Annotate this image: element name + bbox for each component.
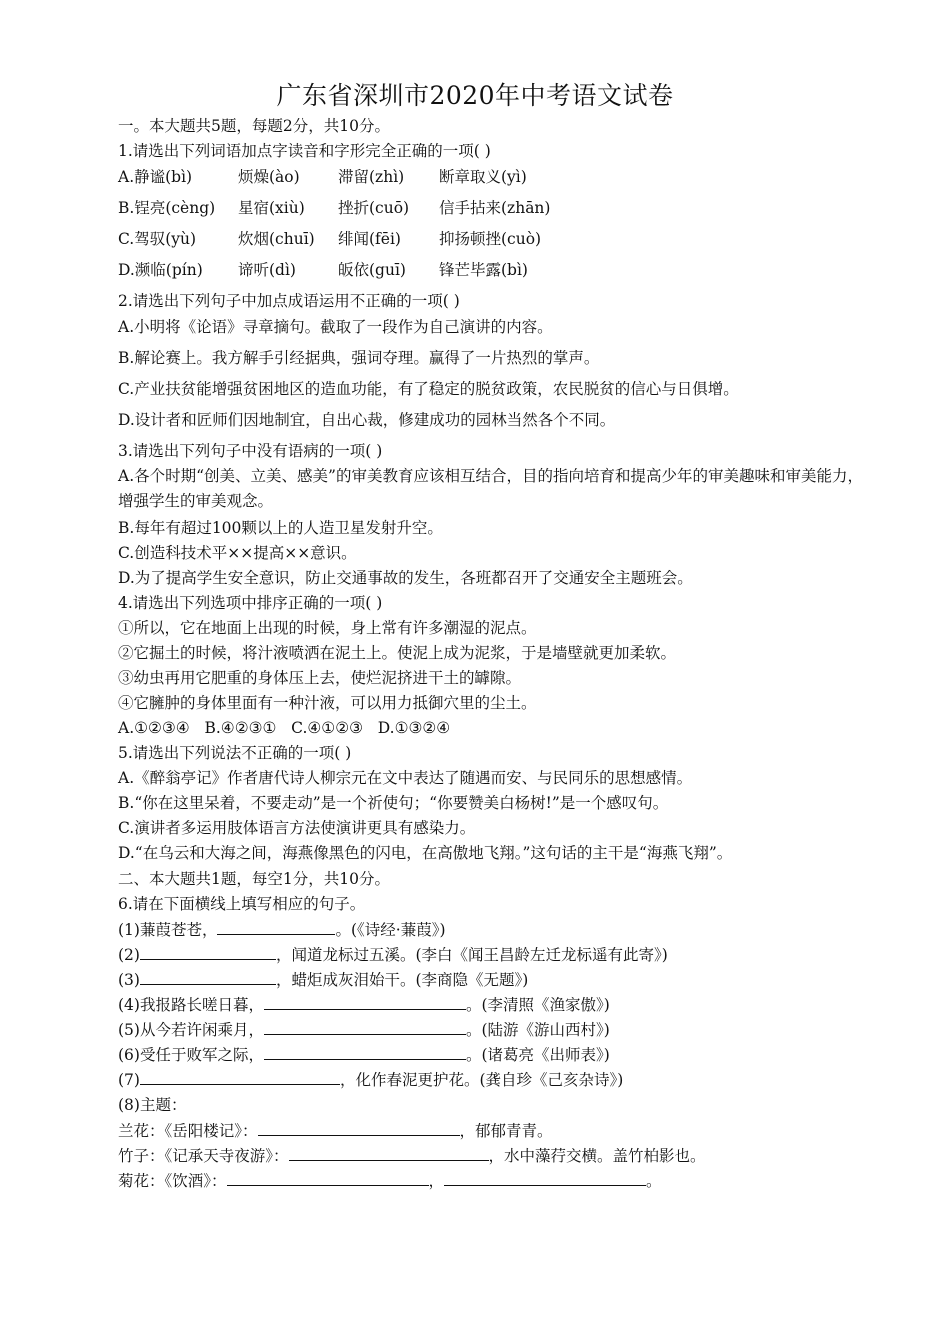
q2-option-b: B.解论赛上。我方解手引经据典，强词夺理。赢得了一片热烈的掌声。 (118, 349, 600, 367)
q6-l1-suffix: 。(《诗经·蒹葭》) (335, 921, 446, 939)
q1-b-2: 星宿(xiù) (238, 199, 305, 217)
q1-option-a (118, 167, 527, 187)
q2-option-a: A.小明将《论语》寻章摘句。截取了一段作为自己演讲的内容。 (118, 318, 553, 336)
q4-sentence-4: ④它臃肿的身体里面有一种汁液，可以用力抵御穴里的尘土。 (118, 694, 537, 712)
q6-line-11 (118, 1170, 662, 1191)
q2-option-c: C.产业扶贫能增强贫困地区的造血功能，有了稳定的脱贫政策，农民脱贫的信心与日俱增。 (118, 380, 739, 398)
q6-l6-prefix: (6)受任于败军之际， (118, 1046, 264, 1064)
q3-stem: 3.请选出下列句子中没有语病的一项( ) (118, 442, 383, 460)
q1-b-3: 挫折(cuō) (338, 199, 410, 217)
q6-l9-prefix: 兰花：《岳阳楼记》： (118, 1122, 258, 1140)
q4-sentence-1: ①所以，它在地面上出现的时候，身上常有许多潮湿的泥点。 (118, 619, 537, 637)
q1-d-4: 锋芒毕露(bì) (439, 261, 528, 279)
q6-blank-5[interactable] (264, 1019, 466, 1035)
q1-stem: 1.请选出下列词语加点字读音和字形完全正确的一项( ) (118, 142, 491, 160)
q6-l11-prefix: 菊花：《饮酒》： (118, 1172, 227, 1190)
q4-options: A.①②③④ B.④②③① C.④①②③ D.①③②④ (118, 719, 451, 737)
q6-l2-suffix: ，闻道龙标过五溪。(李白《闻王昌龄左迁龙标遥有此寄》) (275, 946, 668, 964)
q6-line-4 (118, 994, 610, 1015)
q1-c-3: 绯闻(fēi) (338, 230, 401, 248)
q1-option-b (118, 198, 550, 218)
q1-a-3: 滞留(zhì) (338, 168, 405, 186)
q1-c-2: 炊烟(chuī) (238, 230, 315, 248)
q6-l9-suffix: ，郁郁青青。 (459, 1122, 553, 1140)
q6-blank-3[interactable] (140, 969, 276, 985)
q2-stem: 2.请选出下列句子中加点成语运用不正确的一项( ) (118, 292, 460, 310)
q3-option-c: C.创造科技术平××提高××意识。 (118, 544, 357, 562)
q1-d-3: 皈依(guī) (338, 261, 406, 279)
q6-l5-prefix: (5)从今若许闲乘月， (118, 1021, 264, 1039)
q6-line-2 (118, 944, 668, 965)
q6-blank-7[interactable] (140, 1069, 340, 1085)
q1-a-1: A.静谧(bì) (118, 168, 193, 186)
q6-l11-period: 。 (646, 1172, 662, 1190)
q6-blank-1[interactable] (217, 919, 335, 935)
q6-line-9 (118, 1120, 553, 1141)
q6-l3-suffix: ，蜡炬成灰泪始干。(李商隐《无题》) (275, 971, 529, 989)
section-1-header: 一。本大题共5题，每题2分，共10分。 (118, 117, 390, 135)
q6-blank-4[interactable] (264, 994, 466, 1010)
q1-d-1: D.濒临(pín) (118, 261, 203, 279)
q6-l5-suffix: 。(陆游《游山西村》) (465, 1021, 610, 1039)
q6-stem: 6.请在下面横线上填写相应的句子。 (118, 895, 366, 913)
page-title: 广东省深圳市2020年中考语文试卷 (276, 81, 674, 110)
q6-blank-8[interactable] (258, 1120, 460, 1136)
q6-line-1 (118, 919, 446, 940)
q5-option-d: D.“在乌云和大海之间，海燕像黑色的闪电，在高傲地飞翔。”这句话的主干是“海燕飞翔”。 (118, 844, 733, 862)
q6-l3-prefix: (3) (118, 971, 140, 989)
q3-option-a (118, 464, 870, 514)
q1-c-1: C.驾驭(yù) (118, 230, 197, 248)
q1-option-d (118, 260, 528, 280)
q6-blank-10[interactable] (227, 1170, 429, 1186)
q6-l4-suffix: 。(李清照《渔家傲》) (465, 996, 610, 1014)
q6-blank-11[interactable] (444, 1170, 646, 1186)
q4-sentence-3: ③幼虫再用它肥重的身体压上去，使烂泥挤进干土的罅隙。 (118, 669, 522, 687)
section-2-header: 二、本大题共1题，每空1分，共10分。 (118, 870, 390, 888)
q5-stem: 5.请选出下列说法不正确的一项( ) (118, 744, 352, 762)
q1-option-c (118, 229, 541, 249)
q1-b-1: B.锃亮(cèng) (118, 199, 216, 217)
q6-blank-9[interactable] (289, 1145, 489, 1161)
q3-option-d: D.为了提高学生安全意识，防止交通事故的发生，各班都召开了交通安全主题班会。 (118, 569, 693, 587)
q6-line-10 (118, 1145, 706, 1166)
q6-l7-suffix: ，化作春泥更护花。(龚自珍《己亥杂诗》) (339, 1071, 624, 1089)
q6-line-7 (118, 1069, 623, 1090)
q2-option-d: D.设计者和匠师们因地制宜，自出心裁，修建成功的园林当然各个不同。 (118, 411, 616, 429)
q1-c-4: 抑扬顿挫(cuò) (439, 230, 542, 248)
q6-l1-prefix: (1)蒹葭苍苍， (118, 921, 218, 939)
q6-line-5 (118, 1019, 610, 1040)
q6-line-3 (118, 969, 528, 990)
q5-option-b: B.“你在这里呆着，不要走动”是一个祈使句；“你要赞美白杨树!”是一个感叹句。 (118, 794, 669, 812)
q1-d-2: 谛听(dì) (238, 261, 296, 279)
q6-blank-6[interactable] (264, 1044, 466, 1060)
q1-a-2: 烦燥(ào) (238, 168, 300, 186)
q6-l10-prefix: 竹子：《记承天寺夜游》： (118, 1147, 289, 1165)
q6-line-8: (8)主题： (118, 1096, 187, 1114)
q6-blank-2[interactable] (140, 944, 276, 960)
q1-b-4: 信手拈来(zhān) (439, 199, 551, 217)
q6-l11-comma: ， (428, 1172, 445, 1190)
q3-option-b: B.每年有超过100颗以上的人造卫星发射升空。 (118, 519, 443, 537)
q6-line-6 (118, 1044, 610, 1065)
q3-option-a-text: A.各个时期“创美、立美、感美”的审美教育应该相互结合，目的指向培育和提高少年的审美趣味和审美能力，增强学生的审美观念。 (118, 467, 863, 510)
q4-stem: 4.请选出下列选项中排序正确的一项( ) (118, 594, 383, 612)
q5-option-c: C.演讲者多运用肢体语言方法使演讲更具有感染力。 (118, 819, 476, 837)
q4-sentence-2: ②它掘土的时候，将汁液喷洒在泥土上。使泥上成为泥浆，于是墙壁就更加柔软。 (118, 644, 677, 662)
q6-l2-prefix: (2) (118, 946, 140, 964)
q6-l6-suffix: 。(诸葛亮《出师表》) (465, 1046, 610, 1064)
q6-l4-prefix: (4)我报路长嗟日暮， (118, 996, 264, 1014)
q5-option-a: A.《醉翁亭记》作者唐代诗人柳宗元在文中表达了随遇而安、与民同乐的思想感情。 (118, 769, 693, 787)
q1-a-4: 断章取义(yì) (439, 168, 527, 186)
q6-l7-prefix: (7) (118, 1071, 140, 1089)
q6-l10-suffix: ，水中藻荇交横。盖竹柏影也。 (488, 1147, 706, 1165)
